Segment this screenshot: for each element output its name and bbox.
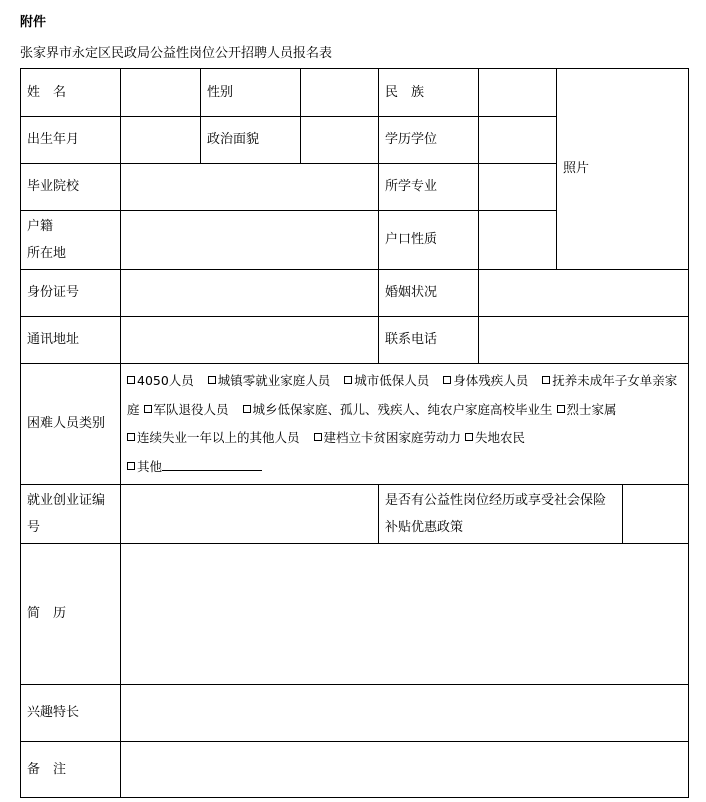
marital-field[interactable] [479,270,689,317]
birth-field[interactable] [121,117,201,164]
hardship-label: 困难人员类别 [21,364,121,485]
hardship-option-label: 军队退役人员 [153,401,229,417]
name-field[interactable] [121,69,201,117]
political-label: 政治面貌 [201,117,301,164]
address-field[interactable] [121,317,379,364]
checkbox-icon [208,376,216,384]
hobbies-field[interactable] [121,685,689,742]
domicile-label-line2: 所在地 [27,246,67,261]
political-field[interactable] [301,117,379,164]
id-label: 身份证号 [21,270,121,317]
resume-field[interactable] [121,544,689,685]
employment-cert-field[interactable] [121,485,379,544]
checkbox-icon [243,405,251,413]
gender-label: 性别 [201,69,301,117]
checkbox-icon [127,462,135,470]
hobbies-label: 兴趣特长 [21,685,121,742]
hardship-option[interactable] [144,402,229,417]
name-label: 姓 名 [21,69,121,117]
hardship-option-label: 连续失业一年以上的其他人员 [137,430,300,445]
gender-field[interactable] [301,69,379,117]
hardship-option[interactable] [127,373,194,388]
school-field[interactable] [121,164,379,211]
checkbox-icon [465,433,473,441]
education-field[interactable] [479,117,557,164]
domicile-label [21,211,121,270]
address-label: 通讯地址 [21,317,121,364]
form-title: 张家界市永定区民政局公益性岗位公开招聘人员报名表 [20,46,333,61]
checkbox-icon [144,405,152,413]
remarks-label: 备 注 [21,742,121,798]
hardship-option[interactable] [127,459,262,474]
registration-form-table [20,68,689,798]
marital-label: 婚姻状况 [379,270,479,317]
checkbox-icon [443,376,451,384]
hardship-option[interactable] [208,373,331,388]
hardship-option-label: 城乡低保家庭、孤儿、残疾人、纯农户家庭高校毕业生 [252,401,553,417]
welfare-question: 是否有公益性岗位经历或享受社会保险补贴优惠政策 [379,485,623,544]
remarks-field[interactable] [121,742,689,798]
employment-cert-label: 就业创业证编号 [21,485,121,544]
phone-field[interactable] [479,317,689,364]
hardship-options [121,364,689,485]
hardship-option-label: 城镇零就业家庭人员 [217,373,331,388]
checkbox-icon [344,376,352,384]
hardship-option-label: 烈士家属 [566,401,617,417]
hardship-option-label: 失地农民 [475,430,526,445]
hardship-option[interactable] [344,373,429,388]
school-label: 毕业院校 [21,164,121,211]
hardship-option[interactable] [443,373,528,388]
id-field[interactable] [121,270,379,317]
hardship-option-label: 抚养未成年子女单亲家庭 [127,373,678,417]
domicile-field[interactable] [121,211,379,270]
hardship-option-label: 建档立卡贫困家庭劳动力 [323,430,462,445]
checkbox-icon [127,376,135,384]
checkbox-icon [127,433,135,441]
education-label: 学历学位 [379,117,479,164]
hardship-option[interactable] [127,430,300,445]
hardship-option[interactable] [465,430,525,445]
other-blank[interactable] [162,456,262,471]
welfare-answer-field[interactable] [623,485,689,544]
hardship-option[interactable] [243,402,553,417]
attachment-label: 附件 [20,15,47,30]
hukou-type-field[interactable] [479,211,557,270]
checkbox-icon [314,433,322,441]
major-field[interactable] [479,164,557,211]
hardship-option-label: 城市低保人员 [354,373,430,388]
hardship-option-label: 4050人员 [137,373,194,388]
hardship-option[interactable] [557,402,617,417]
major-label: 所学专业 [379,164,479,211]
checkbox-icon [557,405,565,413]
photo-box[interactable] [557,69,689,270]
hardship-option[interactable] [314,430,462,445]
hukou-type-label: 户口性质 [379,211,479,270]
ethnicity-label: 民 族 [379,69,479,117]
checkbox-icon [542,376,550,384]
ethnicity-field[interactable] [479,69,557,117]
hardship-option-label: 其他 [137,458,163,474]
resume-label: 简 历 [21,544,121,685]
phone-label: 联系电话 [379,317,479,364]
birth-label: 出生年月 [21,117,121,164]
domicile-label-line1: 户籍 [27,219,54,234]
photo-label: 照片 [563,161,590,176]
hardship-option-label: 身体残疾人员 [453,373,529,388]
